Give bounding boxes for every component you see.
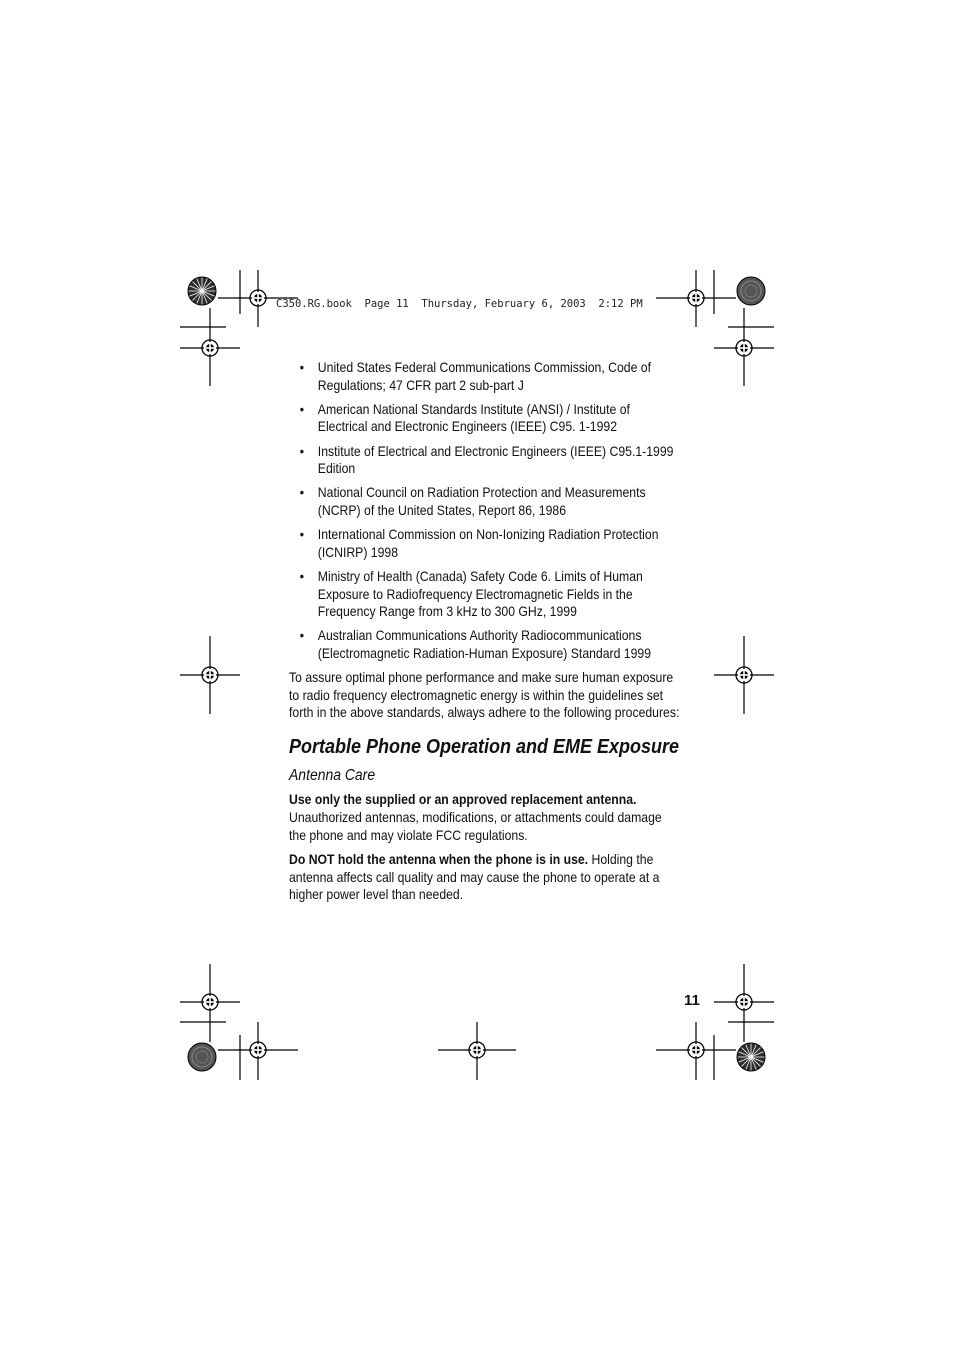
page-content [289, 359, 680, 911]
list-item: • American National Standards Institute (ANSI) / Institute of Electrical and Electronic Engineers (IEEE) C95. 1-1992 [299, 401, 630, 435]
list-item: • Institute of Electrical and Electronic Engineers (IEEE) C95.1-1999 Edition [299, 443, 674, 477]
antenna-hold-paragraph [289, 851, 681, 904]
bullet-icon: • [299, 568, 305, 584]
list-item: • National Council on Radiation Protection and Measurements (NCRP) of the United States, Report 86, 1986 [299, 485, 646, 518]
antenna-hold-lead: Do NOT hold the antenna when the phone is in use. [289, 852, 589, 868]
section-title: Portable Phone Operation and EME Exposure [289, 735, 680, 758]
antenna-supplied-text: Unauthorized antennas, modifications, or attachments could damage the phone and may violate FCC regulations. [289, 809, 662, 843]
print-header: C350.RG.book Page 11 Thursday, February 6, 2003 2:12 PM [276, 298, 643, 310]
antenna-supplied-lead: Use only the supplied or an approved replacement antenna. [289, 792, 637, 808]
bullet-icon: • [299, 401, 305, 417]
standards-list [289, 359, 681, 662]
subsection-title: Antenna Care [289, 767, 376, 785]
bullet-icon: • [299, 628, 305, 644]
bullet-icon: • [299, 360, 305, 375]
list-item: • International Commission on Non-Ionizing Radiation Protection (ICNIRP) 1998 [299, 527, 659, 560]
bullet-icon: • [299, 443, 305, 459]
bullet-icon: • [299, 527, 305, 543]
antenna-supplied-paragraph [289, 791, 681, 844]
list-item: • Ministry of Health (Canada) Safety Code 6. Limits of Human Exposure to Radiofrequency Electromagnetic Fields in the Frequency Range from 3 kHz to 300 GHz, 1999 [299, 568, 643, 620]
antenna-hold-text: Holding the antenna affects call quality and may cause the phone to operate at a higher power level than needed. [289, 852, 660, 903]
list-item: • Australian Communications Authority Radiocommunications (Electromagnetic Radiation-Human Exposure) Standard 1999 [299, 628, 652, 661]
page-number: 11 [684, 992, 700, 1009]
intro-paragraph: To assure optimal phone performance and make sure human exposure to radio frequency electromagnetic energy is within the guidelines set forth in the above standards, always adhere to the following procedures: [289, 670, 680, 721]
list-item: • United States Federal Communications Commission, Code of Regulations; 47 CFR part 2 sub-part J [299, 360, 651, 393]
bullet-icon: • [299, 485, 305, 501]
